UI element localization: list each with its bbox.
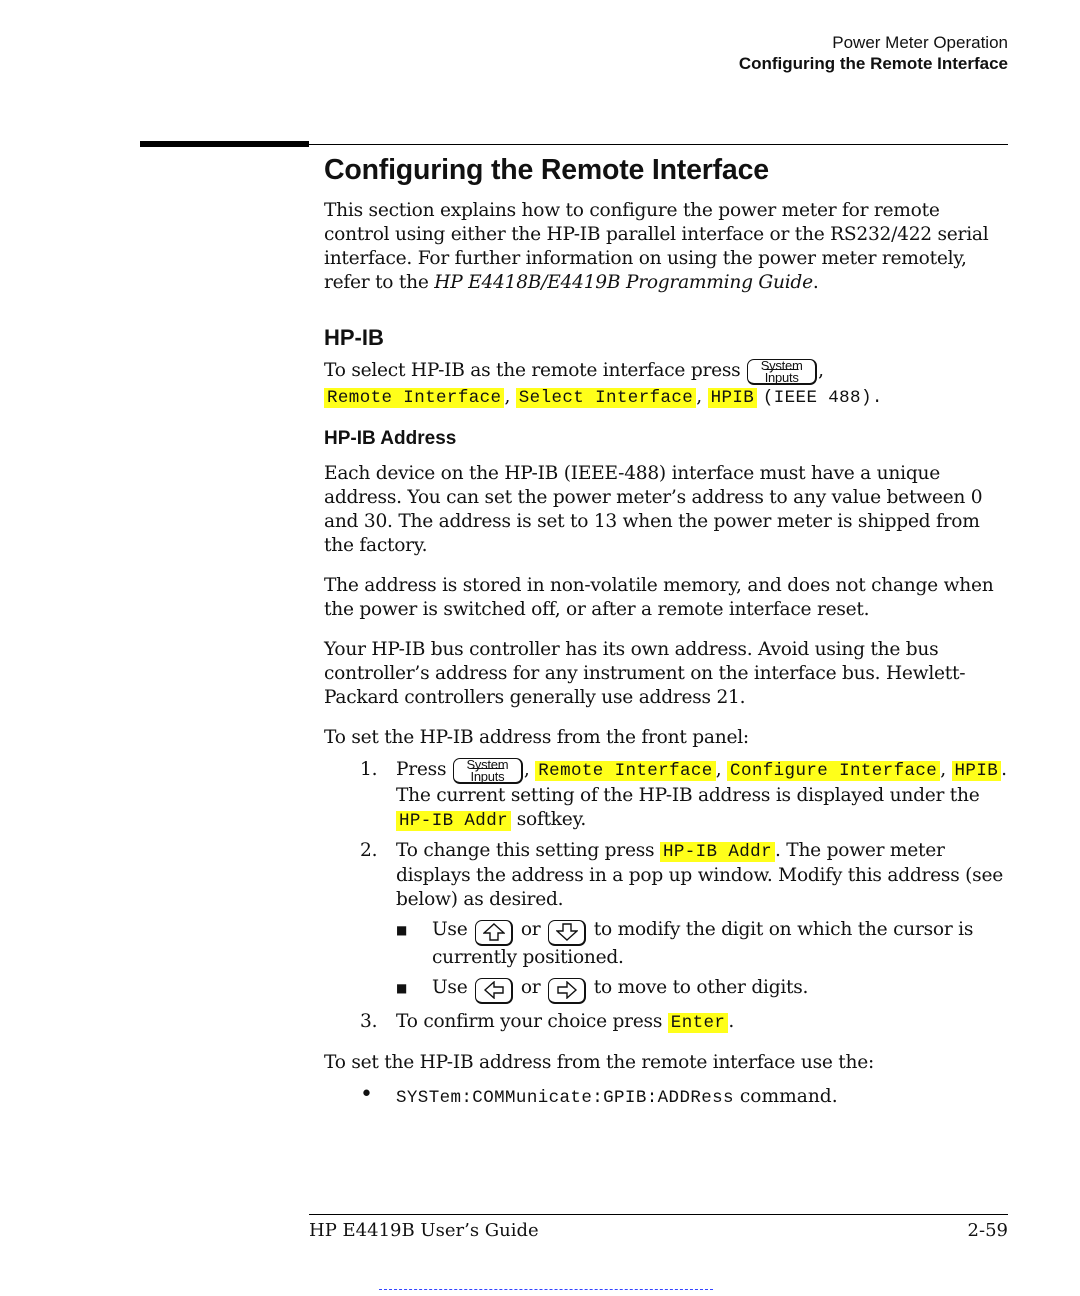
softkey-hpib-addr[interactable]: HP-IB Addr [660,842,775,862]
step-number: 3. [360,1011,378,1032]
right-arrow-icon [556,981,578,999]
up-arrow-icon [483,923,505,941]
comma: , [696,386,702,407]
hpib-heading: HP-IB [324,325,384,350]
step-2-tail: . The power meter displays the address in a pop up window. Modify this address (see below) as desired. [396,840,1003,910]
down-arrow-key[interactable] [548,920,586,946]
step-2-text: To change this setting press [396,840,655,861]
scpi-command: SYSTem:COMMunicate:GPIB:ADDRess [396,1088,734,1108]
footer-rule [309,1214,1008,1215]
remote-intro: To set the HP-IB address from the remote interface use the: [324,1052,874,1073]
softkey-configure-interface[interactable]: Configure Interface [727,761,940,781]
key-label-system: System [760,358,803,373]
intro-text: This section explains how to configure the power meter for remote control using either the HP-IB parallel interface or the RS232/422 serial interface. For further information on using the power meter remotely, refer to the [324,200,989,293]
step-3 [324,1010,1010,1035]
bullet-use: Use [432,919,468,940]
bullet-use: Use [432,977,468,998]
step-2 [324,839,1010,1004]
left-arrow-key[interactable] [475,978,513,1004]
softkey-remote-interface[interactable]: Remote Interface [535,761,715,781]
header-chapter: Power Meter Operation [832,33,1008,52]
step-3-end: . [728,1011,734,1032]
remote-command-list [324,1082,1010,1110]
command-tail: command. [739,1086,838,1107]
step-number: 1. [360,759,378,780]
hpib-select-text: To select HP-IB as the remote interface press [324,360,741,381]
softkey-hpib-addr[interactable]: HP-IB Addr [396,811,511,831]
page-body [324,150,1010,1110]
right-arrow-key[interactable] [548,978,586,1004]
comma: , [504,386,511,407]
round-bullet-icon: • [360,1082,373,1107]
softkey-hpib[interactable]: HPIB [952,761,1002,781]
system-inputs-key[interactable] [453,758,523,784]
step-1-text: . The current setting of the HP-IB address is displayed under the [396,759,1007,806]
square-bullet-icon: ■ [396,981,408,995]
hpib-address-heading: HP-IB Address [324,428,457,449]
intro-end: . [812,272,819,293]
hpib-select-paragraph [324,359,1010,410]
address-paragraph-3: Your HP-IB bus controller has its own address. Avoid using the bus controller’s address for any instrument on the interface bus. Hewlett-Packard controllers generally use address 21. [324,639,966,708]
softkey-hpib[interactable]: HPIB [708,388,758,408]
step-3-text: To confirm your choice press [396,1011,663,1032]
up-arrow-key[interactable] [475,920,513,946]
bullet-up-down-text: to modify the digit on which the cursor is currently positioned. [432,919,974,968]
bullet-left-right [396,976,1010,1004]
key-label-inputs: Inputs [764,370,799,385]
softkey-enter[interactable]: Enter [668,1013,729,1033]
softkey-select-interface[interactable]: Select Interface [516,388,696,408]
step-number: 2. [360,840,378,861]
down-arrow-icon [556,923,578,941]
ieee-note: (IEEE 488). [762,388,883,408]
intro-paragraph [324,199,1010,295]
softkey-remote-interface[interactable]: Remote Interface [324,388,504,408]
front-panel-steps [324,758,1010,1035]
comma: , [715,759,722,780]
comma: , [940,759,946,780]
square-bullet-icon: ■ [396,923,408,937]
comma: , [523,759,530,780]
section-rule [309,144,1008,145]
bullet-or: or [520,919,541,940]
comma: , [818,360,824,381]
running-header [739,32,1008,74]
front-panel-intro: To set the HP-IB address from the front panel: [324,727,749,748]
step-1-tail: softkey. [516,809,587,830]
bullet-or: or [520,977,541,998]
section-bar [140,141,309,147]
address-paragraph-1: Each device on the HP-IB (IEEE-488) interface must have a unique address. You can set the power meter’s address to any value between 0 and 30. The address is set to 13 when the power meter is shipped from the factory. [324,463,983,556]
address-paragraph-2: The address is stored in non-volatile memory, and does not change when the power is switched off, or after a remote interface reset. [324,575,994,620]
left-arrow-icon [483,981,505,999]
system-inputs-key[interactable] [747,359,817,385]
bullet-up-down [396,918,1010,970]
bullet-left-right-text: to move to other digits. [593,977,809,998]
key-label-system: System [466,757,509,772]
page-title: Configuring the Remote Interface [324,154,769,186]
step-2-bullets [396,918,1010,1004]
programming-guide-ref: HP E4418B/E4419B Programming Guide [434,272,813,293]
step-1 [324,758,1010,833]
key-label-inputs: Inputs [470,769,505,784]
header-section: Configuring the Remote Interface [738,54,1008,73]
link-underline[interactable] [379,1289,713,1291]
footer-page-number: 2-59 [967,1220,1008,1241]
footer-guide-title: HP E4419B User’s Guide [309,1220,539,1241]
remote-command-item [324,1082,1010,1110]
step-1-press: Press [396,759,447,780]
